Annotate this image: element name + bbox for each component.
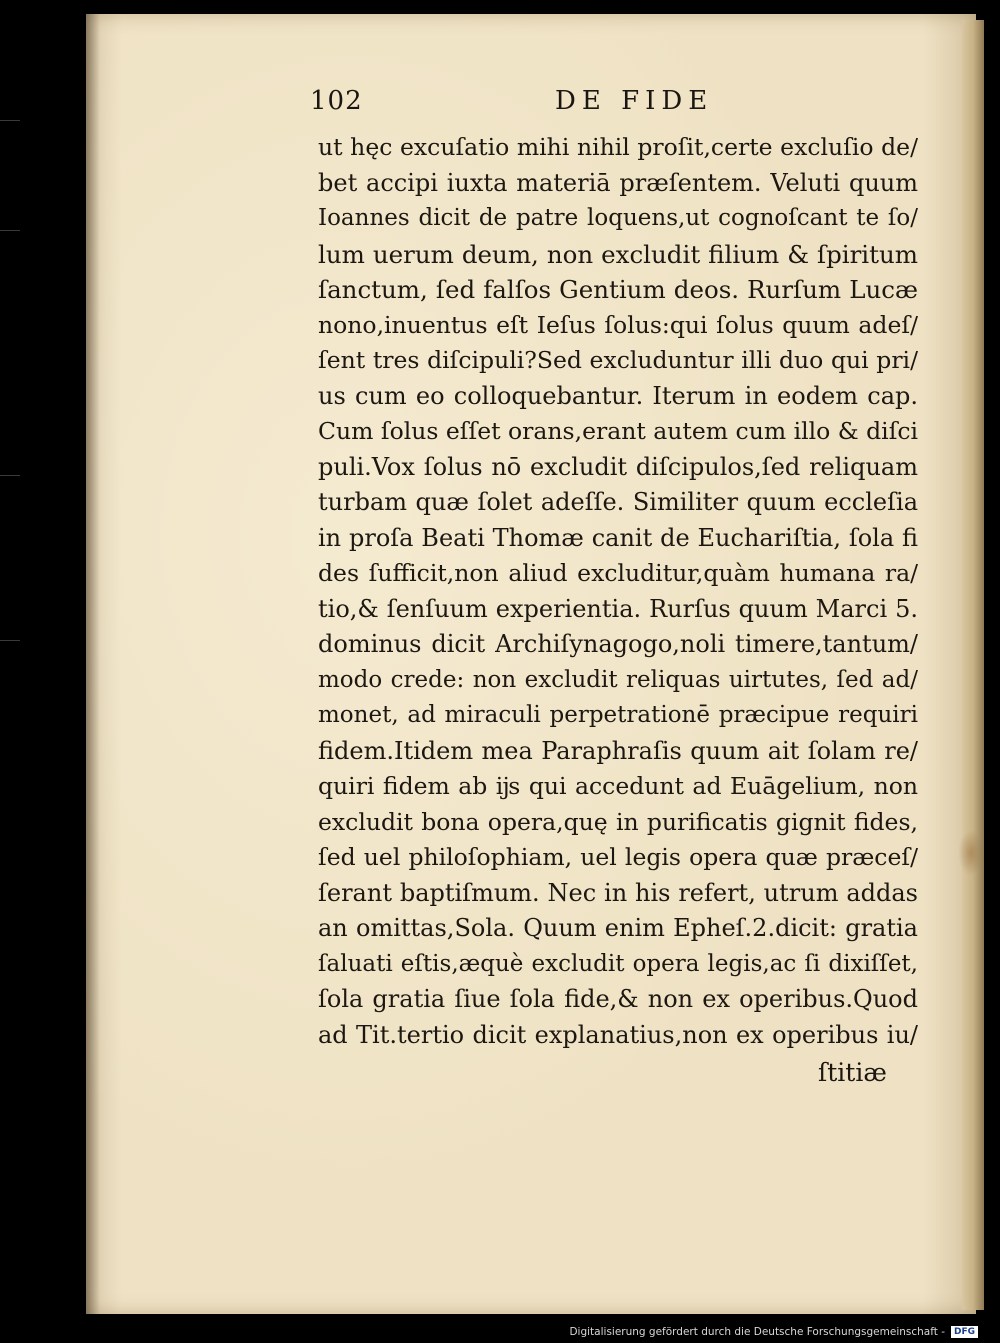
text-line: modo crede: non excludit reliquas uirtutes, ſed ad/ [318, 666, 918, 693]
text-line: ſed uel philoſophiam, uel legis opera quæ præceſ/ [318, 843, 918, 871]
text-line: excludit bona opera,quę in purificatis gignit fides, [318, 807, 918, 836]
margin-mark [0, 475, 20, 476]
text-line: fidem.Itidem mea Paraphraſis quum ait ſolam re/ [318, 736, 918, 765]
text-line: monet, ad miraculi perpetrationē præcipue requiri [318, 702, 918, 728]
page-header [310, 86, 910, 120]
text-line: nono,inuentus eſt Ieſus ſolus:qui ſolus quum adeſ/ [318, 310, 918, 339]
text-line: tio,& ſenſuum experientia. Rurſus quum Marci 5. [318, 594, 918, 623]
text-line: des ſufficit,non aliud excluditur,quàm humana ra/ [318, 559, 918, 587]
left-margin-strip [0, 0, 86, 1343]
text-line: turbam quæ ſolet adeſſe. Similiter quum eccleſia [318, 488, 918, 516]
page-number: 102 [310, 86, 363, 116]
funding-credit: Digitalisierung gefördert durch die Deutsche Forschungsgemeinschaft - [569, 1326, 945, 1338]
text-line: an omittas,Sola. Quum enim Epheſ.2.dicit: gratia [318, 914, 918, 942]
text-line: dominus dicit Archiſynagogo,noli timere,tantum/ [318, 630, 918, 658]
margin-mark [0, 120, 20, 121]
text-line: lum uerum deum, non excludit filium & ſpiritum [318, 239, 918, 269]
running-head: DE FIDE [555, 86, 714, 116]
text-line: ſent tres diſcipuli?Sed excluduntur illi duo qui pri/ [318, 346, 918, 374]
page-fore-edge [962, 20, 984, 1310]
paper-stain [958, 830, 984, 876]
text-line: bet accipi iuxta materiā præſentem. Veluti quum [318, 168, 918, 197]
body-text [318, 130, 918, 1053]
text-line: quiri fidem ab ĳs qui accedunt ad Euāgelium, non [318, 772, 918, 800]
text-line: in proſa Beati Thomæ canit de Euchariſtia, ſola fi [318, 523, 918, 552]
dfg-logo: DFG [951, 1326, 978, 1338]
digitization-footer [569, 1324, 978, 1340]
text-line: us cum eo colloquebantur. Iterum in eodem cap. [318, 381, 918, 410]
text-line: puli.Vox ſolus nō excludit diſcipulos,ſed reliquam [318, 452, 918, 481]
text-line: ſola gratia ſiue ſola fide,& non ex operibus.Quod [318, 985, 918, 1013]
text-line: ſerant baptiſmum. Nec in his refert, utrum addas [318, 878, 918, 907]
text-line: ad Tit.tertio dicit explanatius,non ex operibus iu/ [318, 1020, 918, 1049]
text-line: Ioannes dicit de patre loquens,ut cognoſcant te ſo/ [318, 205, 918, 231]
text-line: ut hęc excuſatio mihi nihil proſit,certe excluſio de/ [318, 133, 918, 161]
text-line: Cum ſolus eſſet orans,erant autem cum illo & diſci [318, 417, 918, 445]
text-line: ſaluati eſtis,æquè excludit opera legis,ac ſi dixiſſet, [318, 950, 918, 977]
catchword: ſtitiæ [818, 1058, 887, 1087]
text-line: ſanctum, ſed falſos Gentium deos. Rurſum Lucæ [318, 275, 918, 304]
margin-mark [0, 230, 20, 231]
margin-mark [0, 640, 20, 641]
page-gutter-shadow [86, 14, 100, 1314]
